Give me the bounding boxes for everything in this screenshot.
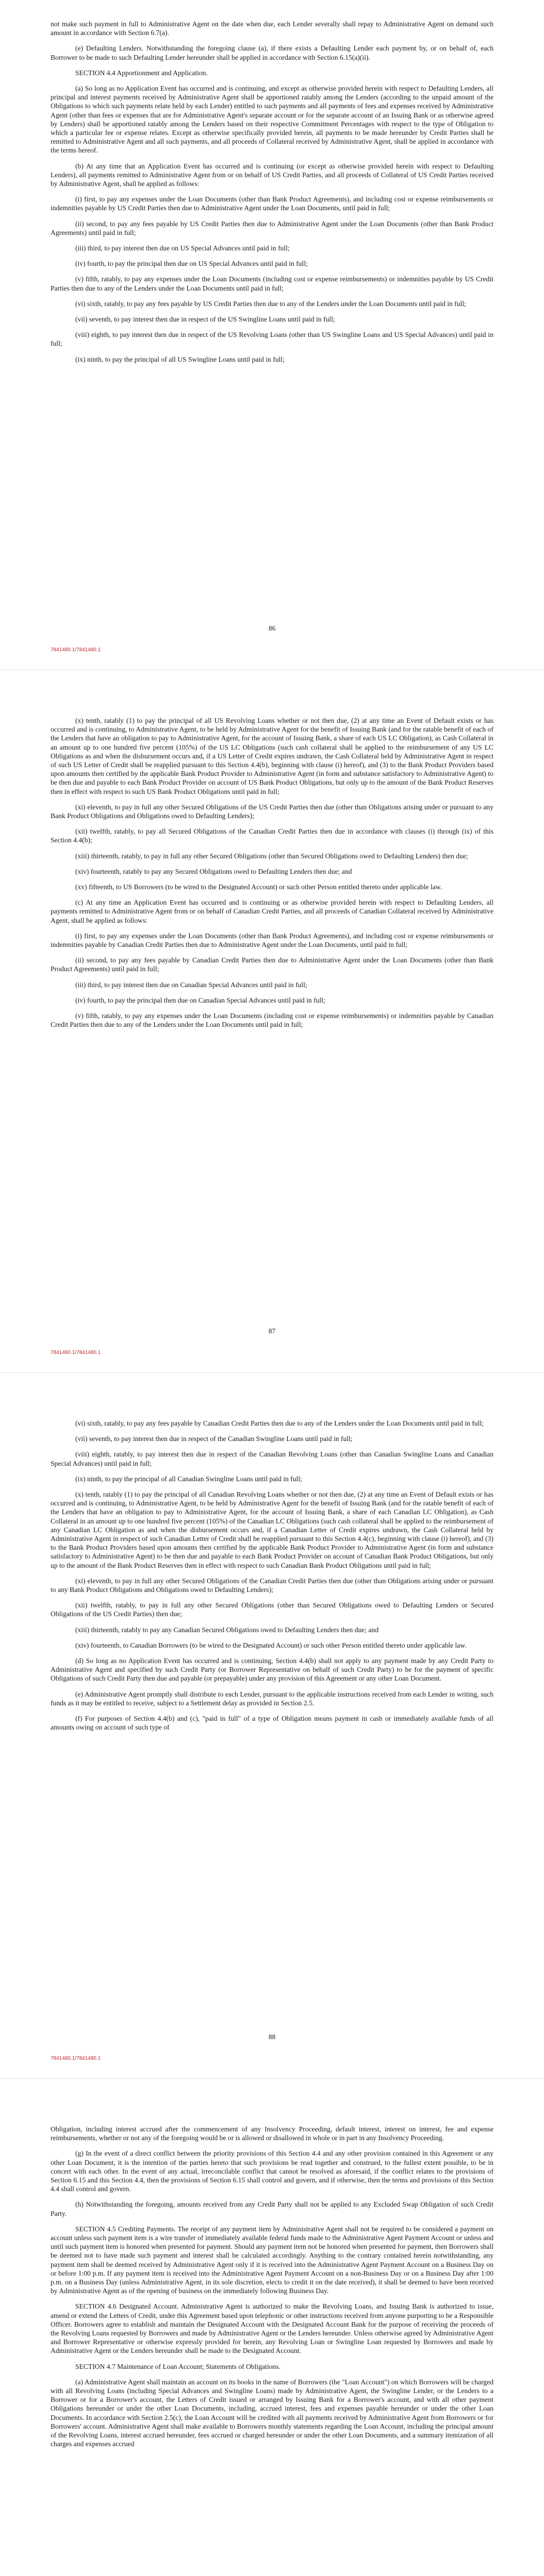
paragraph: (a) Administrative Agent shall maintain an account on its books in the name of Borrowers (the "Loan Account") on which Borrowers will be charged with all Revolving Loans (including Special Advances and Swingline Loans) made by Administrative Agent, the Swingline Lender, or the Lenders to a Borrower or for a Borrower's account, the Letters of Credit issued or arranged by Issuing Bank for a Borrower's account, and with all other payment Obligations hereunder or under the other Loan Documents, including, accrued interest, fees and expenses payable hereunder or under the other Loan Documents. In accordance with Section 2.5(c), the Loan Account will be credited with all payments received by Administrative Agent from Borrowers or for Borrowers' account. Administrative Agent shall make available to Borrowers monthly statements regarding the Loan Account, including the principal amount of the Revolving Loans, interest accrued hereunder, fees accrued or charged hereunder or under the other Loan Documents, and a summary itemization of all charges and expenses accrued [51, 2378, 493, 2448]
page-89 [0, 2125, 544, 2455]
paragraph: (viii) eighth, ratably, to pay interest then due in respect of the Canadian Revolving Loans (other than Canadian Swingline Loans and Canadian Special Advances) until paid in full; [51, 1450, 493, 1467]
paragraph: (vii) seventh, to pay interest then due in respect of the US Swingline Loans until paid in full; [75, 315, 335, 324]
page-87 [0, 716, 544, 1036]
paragraph: (xiv) fourteenth, to Canadian Borrowers (to be wired to the Designated Account) or such other Person entitled thereto under applicable law. [75, 1641, 467, 1649]
paragraph: (ii) second, to pay any fees payable by Canadian Credit Parties then due to Administrative Agent under the Loan Documents (other than Bank Product Agreements) until paid in full; [51, 956, 493, 973]
paragraph: (e) Defaulting Lenders. Notwithstanding the foregoing clause (a), if there exists a Defaulting Lender each payment by, or on behalf of, each Borrower to be made to such Defaulting Lender hereunder shall be applied in accordance with Section 6.15(a)(ii). [51, 44, 493, 61]
paragraph: (e) Administrative Agent promptly shall distribute to each Lender, pursuant to the applicable instructions received from each Lender in writing, such funds as it may be entitled to receive, subject to a Settlement delay as provided in Section 2.5. [51, 1690, 493, 1707]
paragraph: (b) At any time that an Application Event has occurred and is continuing (or except as otherwise provided herein with respect to Defaulting Lenders), all payments remitted to Administrative Agent from or on behalf of US Credit Parties, and all proceeds of Collateral of US Credit Parties received by Administrative Agent, shall be applied as follows: [51, 162, 493, 188]
paragraph: (xii) twelfth, ratably, to pay all Secured Obligations of the Canadian Credit Parties then due in accordance with clauses (i) through (ix) of this Section 4.4(b); [51, 827, 493, 844]
paragraph: (d) So long as no Application Event has occurred and is continuing, Section 4.4(b) shall not apply to any payment made by any Credit Party to Administrative Agent and specified by such Credit Party (or Borrower Representative on behalf of such Credit Party) to be for the payment of specific Obligations of such Credit Party then due and payable (or prepayable) under any provision of this Agreement or any other Loan Document. [51, 1657, 493, 1683]
paragraph: (vi) sixth, ratably, to pay any fees payable by Canadian Credit Parties then due to any of the Lenders under the Loan Documents until paid in full; [75, 1419, 484, 1427]
paragraph: (iv) fourth, to pay the principal then due on Canadian Special Advances until paid in full; [75, 996, 325, 1004]
page-number: 86 [268, 624, 276, 632]
page-separator [0, 2078, 544, 2079]
page-separator [0, 1372, 544, 1373]
paragraph: (xv) fifteenth, to US Borrowers (to be wired to the Designated Account) or such other Person entitled thereto under applicable law. [75, 883, 442, 891]
doc-id: 7841480.1/7841480.1 [51, 2056, 101, 2061]
paragraph: (v) fifth, ratably, to pay any expenses under the Loan Documents (including cost or expense reimbursements) or indemnities payable by US Credit Parties then due to any of the Lenders under the Loan Documents until paid in full; [51, 275, 493, 292]
paragraph: (viii) eighth, to pay interest then due in respect of the US Revolving Loans (other than US Swingline Loans and US Special Advances) until paid in full; [51, 331, 493, 348]
paragraph: (i) first, to pay any expenses under the Loan Documents (other than Bank Product Agreements), and including cost or expense reimbursements or indemnities payable by Canadian Credit Parties then due to Administrative Agent under the Loan Documents, until paid in full; [51, 931, 493, 949]
page-number: 87 [268, 1327, 276, 1335]
paragraph: (iii) third, to pay interest then due on US Special Advances until paid in full; [75, 244, 290, 252]
paragraph: (xiv) fourteenth, ratably to pay any Secured Obligations owed to Defaulting Lenders then due; and [75, 867, 352, 875]
paragraph: (x) tenth, ratably (1) to pay the principal of all US Revolving Loans whether or not then due, (2) at any time an Event of Default exists or has occurred and is continuing, to Administrative Agent, to be held by Administrative Agent for the benefit of Issuing Bank (and for the ratable benefit of each of the Lenders that have an obligation to pay to Administrative Agent, for the account of Issuing Bank, a share of each US LC Obligation), as Cash Collateral in an amount up to one hundred five percent (105%) of the US LC Obligations (such cash collateral shall be applied to the reimbursement of any US LC Obligations as and when the disbursement occurs and, if a US Letter of Credit expires undrawn, the Cash Collateral held by Administrative Agent in respect of such US Letter of Credit shall be reapplied pursuant to this Section 4.4(b), beginning with clause (i) hereof), and (3) to the Bank Product Providers based upon amounts then certified by the applicable Bank Product Provider to Administrative Agent (in form and substance satisfactory to Administrative Agent) to be then due and payable to each Bank Product Provider on account of US Bank Product Obligations, but only up to the amount of the Bank Product Reserves then in effect with respect to such US Bank Product Obligations until paid in full; [51, 717, 493, 795]
paragraph: (xi) eleventh, to pay in full any other Secured Obligations of the US Credit Parties then due (other than Obligations arising under or pursuant to any Bank Product Obligations and Obligations owed to Defaulting Lenders); [51, 803, 493, 820]
paragraph: (xiii) thirteenth, ratably to pay any Canadian Secured Obligations owed to Defaulting Lenders then due; and [75, 1625, 379, 1634]
section-4-6: SECTION 4.6 Designated Account. Administrative Agent is authorized to make the Revolving Loans, and Issuing Bank is authorized to issue, amend or extend the Letters of Credit, under this Agreement based upon telephonic or other instructions received from anyone purporting to be a Responsible Officer. Borrowers agree to establish and maintain the Designated Account with the Designated Account Bank for the purpose of receiving the proceeds of the Revolving Loans requested by Borrowers and made by Administrative Agent or the Lenders hereunder. Unless otherwise agreed by Administrative Agent and Borrower Representative or otherwise expressly provided for herein, any Revolving Loan or Swingline Loan requested by Borrowers and made by Administrative Agent or the Lenders hereunder shall be made to the Designated Account. [51, 2302, 493, 2355]
paragraph: (ix) ninth, to pay the principal of all US Swingline Loans until paid in full; [75, 355, 285, 363]
paragraph: (v) fifth, ratably, to pay any expenses under the Loan Documents (including cost or expense reimbursements) or indemnities payable by Canadian Credit Parties then due to any of the Lenders under the Loan Documents until paid in full; [51, 1012, 493, 1029]
paragraph: (vi) sixth, ratably, to pay any fees payable by US Credit Parties then due to any of the Lenders under the Loan Documents until paid in full; [75, 299, 466, 308]
paragraph: (i) first, to pay any expenses under the Loan Documents (other than Bank Product Agreements), and including cost or expense reimbursements or indemnities payable by US Credit Parties then due to Administrative Agent under the Loan Documents, until paid in full; [51, 195, 493, 212]
paragraph: (vii) seventh, to pay interest then due in respect of the Canadian Swingline Loans until paid in full; [75, 1435, 353, 1443]
paragraph: (g) In the event of a direct conflict between the priority provisions of this Section 4.4 and any other provision contained in this Agreement or any other Loan Document, it is the intention of the parties hereto that such provisions be read together and construed, to the fullest extent possible, to be in concert with each other. In the event of any actual, irreconcilable conflict that cannot be resolved as aforesaid, if the conflict relates to the provisions of Section 6.15 and this Section 4.4, then the provisions of Section 6.15 shall control and govern, and if otherwise, then the terms and provisions of this Section 4.4 shall control and govern. [51, 2149, 493, 2193]
paragraph: not make such payment in full to Administrative Agent on the date when due, each Lender severally shall repay to Administrative Agent on demand such amount in accordance with Section 6.7(a). [51, 20, 493, 37]
paragraph: (xi) eleventh, to pay in full any other Secured Obligations of the Canadian Credit Parties then due (other than Obligations arising under or pursuant to any Bank Product Obligations and Obligations owed to Defaulting Lenders); [51, 1577, 493, 1594]
paragraph: (ii) second, to pay any fees payable by US Credit Parties then due to Administrative Agent under the Loan Documents (other than Bank Product Agreements) until paid in full; [51, 219, 493, 236]
section-heading: SECTION 4.7 Maintenance of Loan Account; Statements of Obligations. [75, 2362, 281, 2370]
section-4-5: SECTION 4.5 Crediting Payments. The receipt of any payment item by Administrative Agent shall not be required to be considered a payment on account unless such payment item is a wire transfer of immediately available federal funds made to the Administrative Agent Payment Account or unless and until such payment item is honored when presented for payment. Should any payment item not be honored when presented for payment, then Borrowers shall be deemed not to have made such payment and interest shall be calculated accordingly. Anything to the contrary contained herein notwithstanding, any payment item shall be deemed received by Administrative Agent only if it is received into the Administrative Agent Payment Account on a Business Day on or before 1:00 p.m. If any payment item is received into the Administrative Agent Payment Account on a non-Business Day or on a Business Day after 1:00 p.m. on a Business Day (unless Administrative Agent, in its sole discretion, elects to credit it on the date received), it shall be deemed to have been received by Administrative Agent as of the opening of business on the immediately following Business Day. [51, 2225, 493, 2295]
section-heading: SECTION 4.4 Apportionment and Application. [75, 69, 208, 77]
paragraph: (c) At any time an Application Event has occurred and is continuing or as otherwise provided herein with respect to Defaulting Lenders, all payments remitted to Administrative Agent from or on behalf of Canadian Credit Parties, and all proceeds of Canadian Collateral received by Administrative Agent, shall be applied as follows: [51, 899, 493, 924]
page-86 [0, 20, 544, 370]
paragraph: (xiii) thirteenth, ratably, to pay in full any other Secured Obligations (other than Secured Obligations owed to Defaulting Lenders) then due; [75, 852, 468, 860]
paragraph: (x) tenth, ratably (1) to pay the principal of all Canadian Revolving Loans whether or not then due, (2) at any time an Event of Default exists or has occurred and is continuing, to Administrative Agent, to be held by Administrative Agent for the benefit of Issuing Bank (and for the ratable benefit of each of the Lenders that have an obligation to pay to Administrative Agent, for the account of Issuing Bank, a share of each Canadian LC Obligation), as Cash Collateral in an amount up to one hundred five percent (105%) of the Canadian LC Obligations (such cash collateral shall be applied to the reimbursement of any Canadian LC Obligation as and when the disbursement occurs and, if a Canadian Letter of Credit expires undrawn, the Cash Collateral held by Administrative Agent in respect of such Canadian Letter of Credit shall be reapplied pursuant to this Section 4.4(c), beginning with clause (i) hereof), and (3) to the Bank Product Providers based upon amounts then certified by the applicable Bank Product Provider to Administrative Agent (in form and substance satisfactory to Administrative Agent) to be then due and payable to each Bank Product Provider on account of Canadian Bank Product Obligations, but only up to the amount of the Bank Product Reserves then in effect with respect to such Canadian Bank Product Obligations until paid in full; [51, 1490, 493, 1569]
doc-id: 7841480.1/7841480.1 [51, 647, 101, 653]
paragraph: (iii) third, to pay interest then due on Canadian Special Advances until paid in full; [75, 980, 307, 989]
page-88 [0, 1419, 544, 1738]
paragraph: (f) For purposes of Section 4.4(b) and (c), "paid in full" of a type of Obligation means payment in cash or immediately available funds of all amounts owing on account of such type of [51, 1715, 493, 1732]
paragraph: (ix) ninth, to pay the principal of all Canadian Swingline Loans until paid in full; [75, 1475, 302, 1483]
paragraph: Obligation, including interest accrued after the commencement of any Insolvency Proceeding, default interest, interest on interest, fee and expense reimbursements, whether or not any of the foregoing would be or is allowed or disallowed in whole or in part in any Insolvency Proceeding. [51, 2125, 493, 2142]
page-number: 88 [268, 2033, 276, 2041]
paragraph: (iv) fourth, to pay the principal then due on US Special Advances until paid in full; [75, 260, 308, 268]
paragraph: (a) So long as no Application Event has occurred and is continuing, and except as otherwise provided herein with respect to Defaulting Lenders, all principal and interest payments received by Administrative Agent shall be apportioned ratably among the Lenders (according to the unpaid amount of the Obligations to which such payments relate held by each Lender) entitled to such payments and all payments of fees and expenses received by Administrative Agent (other than fees or expenses that are for Administrative Agent's separate account or for the separate account of an Issuing Bank or as otherwise agreed by Lenders) shall be apportioned ratably among the Lenders based on their respective Commitment Percentages with respect to the type of Obligation to which a particular fee or expense relates. Except as otherwise specifically provided herein, all payments to be made hereunder by Credit Parties shall be remitted to Administrative Agent and all such payments, and all proceeds of Collateral received by Administrative Agent, shall be applied in accordance with the terms hereof. [51, 84, 493, 155]
paragraph: (h) Notwithstanding the foregoing, amounts received from any Credit Party shall not be applied to any Excluded Swap Obligation of such Credit Party. [51, 2200, 493, 2217]
doc-id: 7841480.1/7841480.1 [51, 1350, 101, 1355]
paragraph: (xii) twelfth, ratably, to pay in full any other Secured Obligations (other than Secured Obligations owed to Defaulting Lenders or Secured Obligations of the US Credit Parties) then due; [51, 1601, 493, 1618]
